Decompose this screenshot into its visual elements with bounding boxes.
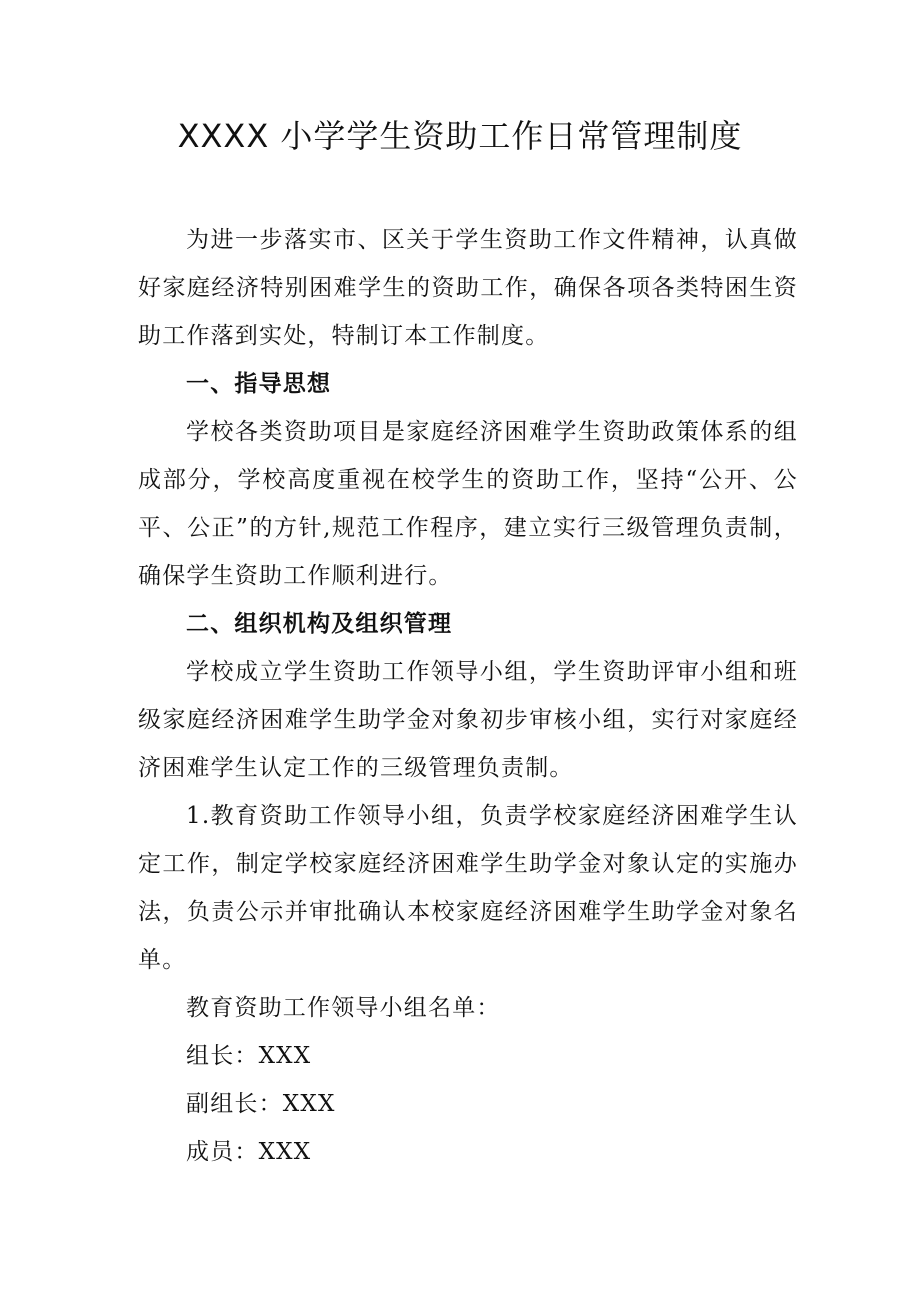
section-1-paragraph: 学校各类资助项目是家庭经济困难学生资助政策体系的组成部分，学校高度重视在校学生的资助工作，坚持“公开、公平、公正”的方针,规范工作程序，建立实行三级管理负责制，确保学生资助工作顺利进行。 [138,419,798,589]
intro-paragraph: 为进一步落实市、区关于学生资助工作文件精神，认真做好家庭经济特别困难学生的资助工作，确保各项各类特困生资助工作落到实处，特制订本工作制度。 [138,227,798,349]
member-deputy-leader: 副组长：XXX [186,1091,336,1117]
section-2-paragraph: 学校成立学生资助工作领导小组，学生资助评审小组和班级家庭经济困难学生助学金对象初步审核小组，实行对家庭经济困难学生认定工作的三级管理负责制。 [138,659,798,781]
section-2-item-1: 1.教育资助工作领导小组，负责学校家庭经济困难学生认定工作，制定学校家庭经济困难学生助学金对象认定的实施办法，负责公示并审批确认本校家庭经济困难学生助学金对象名单。 [138,803,798,973]
section-2-heading: 二、组织机构及组织管理 [186,610,453,637]
member-list-heading: 教育资助工作领导小组名单： [186,995,501,1021]
document-title: XXXX 小学学生资助工作日常管理制度 [177,117,743,155]
member-members: 成员：XXX [186,1139,312,1165]
section-1-heading: 一、指导思想 [186,370,332,397]
member-leader: 组长：XXX [186,1043,312,1069]
document-body [138,216,798,1176]
